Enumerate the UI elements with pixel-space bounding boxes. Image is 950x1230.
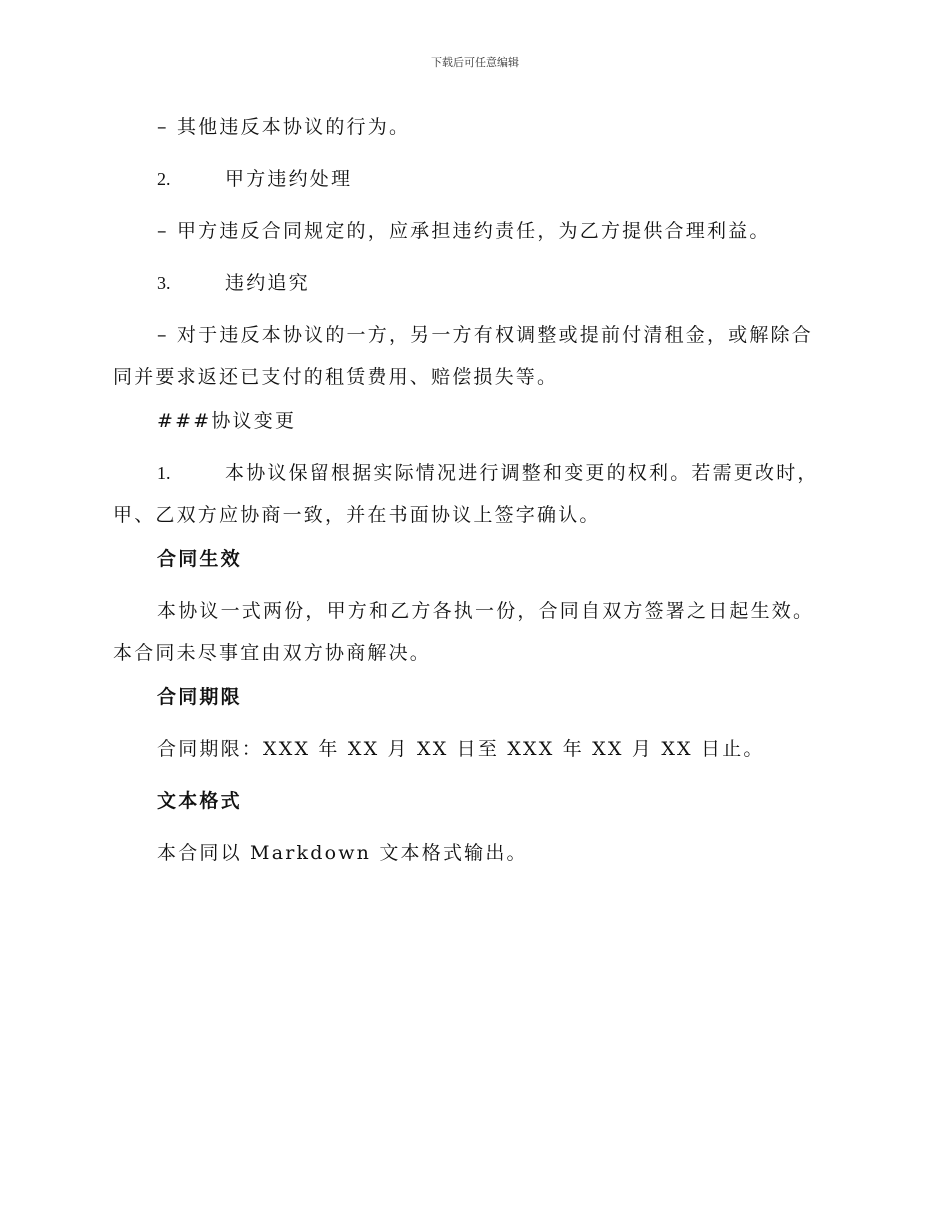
list-item-text: 违约追究 — [225, 272, 310, 294]
paragraph-contract-term: 合同期限：XXX 年 XX 月 XX 日至 XXX 年 XX 月 XX 日止。 — [157, 738, 765, 760]
heading-agreement-change: ###协议变更 — [157, 410, 297, 432]
list-item-text: 甲方违约处理 — [225, 168, 353, 190]
list-item-agreement-change — [113, 452, 828, 536]
list-item-text: 本协议保留根据实际情况进行调整和变更的权利。若需更改时，甲、乙双方应协商一致，并在书面协议上签字确认。 — [113, 462, 819, 526]
heading-contract-term: 合同期限 — [157, 686, 242, 708]
heading-contract-effective: 合同生效 — [157, 548, 242, 570]
page-header: 下载后可任意编辑 — [431, 56, 519, 69]
document-body — [113, 112, 828, 869]
list-number: 3. — [157, 273, 171, 293]
list-item-breach-pursuit — [113, 268, 828, 299]
paragraph-contract-effective: 本协议一式两份，甲方和乙方各执一份，合同自双方签署之日起生效。本合同未尽事宜由双方协商解决。 — [113, 600, 815, 664]
list-number: 1. — [157, 463, 171, 483]
heading-text-format: 文本格式 — [157, 790, 242, 812]
paragraph-text-format: 本合同以 Markdown 文本格式输出。 — [157, 842, 528, 864]
paragraph-breach-remedy: – 对于违反本协议的一方，另一方有权调整或提前付清租金，或解除合同并要求返还已支付的租赁费用、赔偿损失等。 — [113, 324, 813, 388]
paragraph-party-a-liability: – 甲方违反合同规定的，应承担违约责任，为乙方提供合理利益。 — [157, 220, 771, 242]
list-item-party-a-breach — [113, 164, 828, 195]
list-number: 2. — [157, 169, 171, 189]
paragraph-other-breach: – 其他违反本协议的行为。 — [157, 116, 411, 138]
